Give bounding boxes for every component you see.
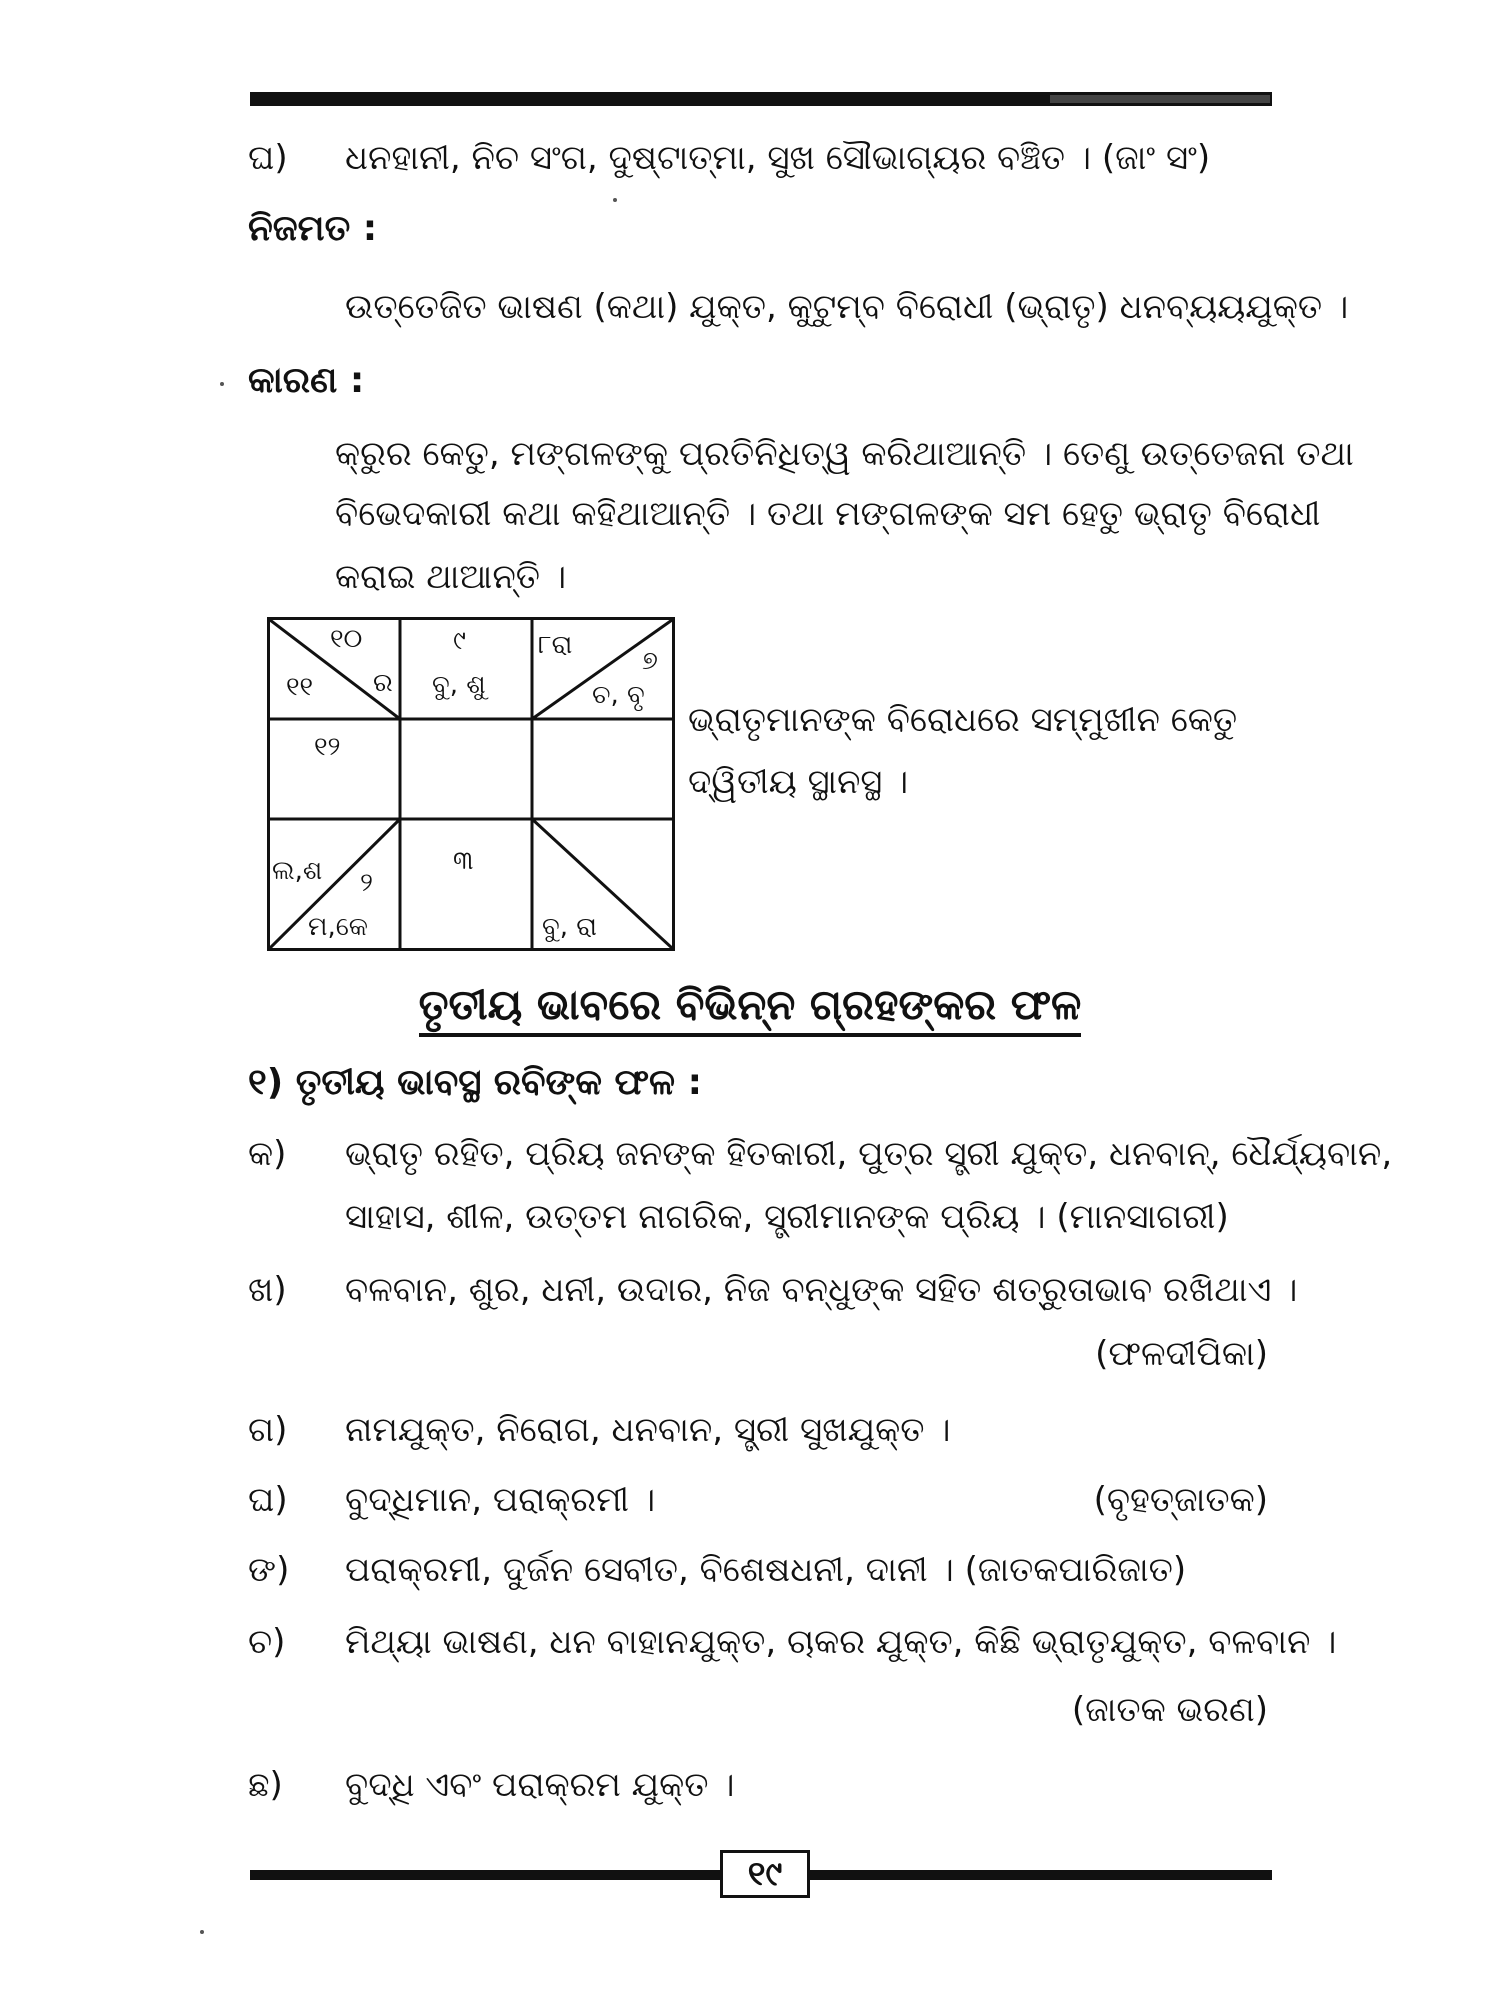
item-text: ସାହାସ, ଶୀଳ, ଉତ୍ତମ ନାଗରିକ, ସ୍ତ୍ରୀମାନଙ୍କ ପ୍ରିୟ । (ମାନସାଗରୀ) [345,1197,1229,1237]
house-7-planets: ଚ, ବୃ [592,680,645,710]
nijamata-heading: ନିଜମତ : [248,208,378,249]
house-4-planets: ବୁ, ରା [542,912,597,942]
house-12-number: ୧୨ [314,732,341,762]
house-1-planets: ଲ,ଶ [272,856,323,886]
house-3-number: ୩ [453,846,474,876]
item-text: ଭ୍ରାତୃ ରହିତ, ପ୍ରିୟ ଜନଙ୍କ ହିତକାରୀ, ପୁତ୍ର ସ୍ତ୍ରୀ ଯୁକ୍ତ, ଧନବାନ୍, ଧୈର୍ଯ୍ୟବାନ, [345,1134,1393,1174]
scan-speck [200,1930,204,1934]
item-label: ଚ) [248,1622,286,1662]
house-9-number: ୯ [453,626,466,656]
item-text: ବଳବାନ, ଶୁର, ଧନୀ, ଉଦାର, ନିଜ ବନ୍ଧୁଙ୍କ ସହିତ ଶତ୍ରୁତାଭାବ ରଖିଥାଏ । [345,1270,1298,1310]
item-label: ଘ) [248,138,288,178]
house-10-number: ୧୦ [330,624,363,654]
item-text: ଧନହାନୀ, ନିଚ ସଂଗ, ଦୁଷ୍ଟାତ୍ମା, ସୁଖ ସୌଭାଗ୍ୟର ବଞ୍ଚିତ । (ଜାଂ ସଂ) [345,138,1211,178]
footer-rule-left [250,1870,722,1880]
item-source: (ଫଳଦୀପିକା) [1095,1334,1268,1374]
item-source: (ବୃହତ୍‌ଜାତକ) [1093,1480,1268,1520]
karana-line: କରାଇ ଥାଆନ୍ତି । [335,557,567,597]
item-label: ଛ) [248,1765,283,1805]
chart-caption-line: ଦ୍ୱିତୀୟ ସ୍ଥାନସ୍ଥ । [688,762,909,802]
item-text: ନାମଯୁକ୍ତ, ନିରୋଗ, ଧନବାନ, ସ୍ତ୍ରୀ ସୁଖଯୁକ୍ତ । [345,1410,951,1450]
house-9-planets: ବୁ, ଶୁ [432,670,486,700]
item-label: ଙ) [248,1550,290,1590]
item-source: (ଜାତକ ଭରଣ) [1071,1690,1268,1730]
top-rule-bleed [1050,95,1270,103]
chart-caption-line: ଭ୍ରାତୃମାନଙ୍କ ବିରୋଧରେ ସମ୍ମୁଖୀନ କେତୁ [688,700,1238,740]
item-text: ବୁଦ୍ଧି ଏବଂ ପରାକ୍ରମ ଯୁକ୍ତ । [345,1765,735,1805]
item-text: ପରାକ୍ରମୀ, ଦୁର୍ଜନ ସେବୀତ, ବିଶେଷଧନୀ, ଦାନୀ । (ଜାତକପାରିଜାତ) [345,1550,1187,1590]
house-11-number: ୧୧ [286,672,314,702]
page-number: ୧୯ [720,1850,810,1898]
house-2-planets: ମ,କେ [308,912,368,942]
item-label: ଖ) [248,1270,287,1310]
item-text: ମିଥ୍ୟା ଭାଷଣ, ଧନ ବାହାନଯୁକ୍ତ, ଚାକର ଯୁକ୍ତ, କିଛି ଭ୍ରାତୃଯୁକ୍ତ, ବଳବାନ । [345,1622,1337,1662]
house-8-number: ୮ରା [538,630,573,660]
footer-rule-right [808,1870,1272,1880]
house-7-number: ୭ [642,646,658,676]
subheading: ୧) ତୃତୀୟ ଭାବସ୍ଥ ରବିଙ୍କ ଫଳ : [248,1062,702,1103]
horoscope-chart [267,617,675,951]
item-text: ବୁଦ୍ଧିମାନ, ପରାକ୍ରମୀ । [345,1480,656,1520]
nijamata-text: ଉତ୍ତେଜିତ ଭାଷଣ (କଥା) ଯୁକ୍ତ, କୁଟୁମ୍ବ ବିରୋଧୀ (ଭ୍ରାତୃ) ଧନବ୍ୟୟଯୁକ୍ତ । [345,287,1349,327]
house-2-number: ୨ [360,868,373,898]
item-label: ଘ) [248,1480,288,1520]
rahu-mark: ର [373,668,393,698]
section-title-text: ତୃତୀୟ ଭାବରେ ବିଭିନ୍ନ ଗ୍ରହଙ୍କର ଫଳ [419,980,1082,1037]
scan-speck [613,198,617,202]
karana-line: ବିଭେଦକାରୀ କଥା କହିଥାଆନ୍ତି । ତଥା ମଙ୍ଗଳଙ୍କ ସମ ହେତୁ ଭ୍ରାତୃ ବିରୋଧୀ [335,494,1321,534]
item-label: ଗ) [248,1410,288,1450]
section-title [0,980,1500,1030]
scan-speck [220,382,224,386]
karana-line: କ୍ରୁର କେତୁ, ମଙ୍ଗଳଙ୍କୁ ପ୍ରତିନିଧିତ୍ୱ କରିଥାଆନ୍ତି । ତେଣୁ ଉତ୍ତେଜନା ତଥା [335,434,1354,474]
karana-heading: କାରଣ : [248,360,365,401]
item-label: କ) [248,1134,287,1174]
